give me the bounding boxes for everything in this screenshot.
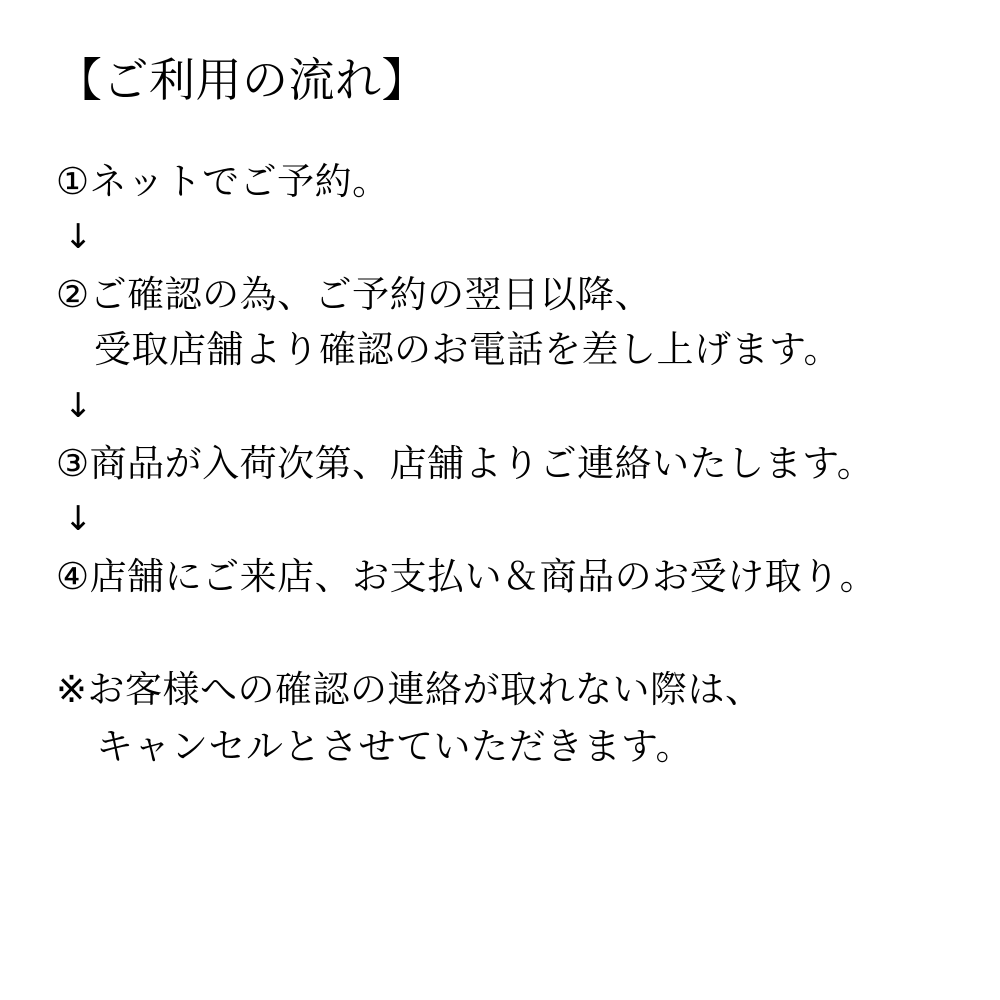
flow-arrow-1: ↓ xyxy=(64,217,93,257)
cancellation-note xyxy=(56,661,960,776)
flow-step-4-line-1: ④店舗にご来店、お支払い＆商品のお受け取り。 xyxy=(56,555,878,599)
flow-step-1-line-1: ①ネットでご予約。 xyxy=(56,159,390,203)
flow-step-2-line-1: ②ご確認の為、ご予約の翌日以降、 xyxy=(56,272,653,316)
flow-step-4 xyxy=(56,549,960,605)
flow-step-3 xyxy=(56,436,960,492)
cancellation-note-line-2: キャンセルとさせていただきます。 xyxy=(96,725,694,769)
page-title: 【ご利用の流れ】 xyxy=(56,53,428,107)
flow-step-2 xyxy=(56,267,960,378)
flow-arrow-2: ↓ xyxy=(64,385,93,426)
cancellation-note-line-1: ※お客様への確認の連絡が取れない際は、 xyxy=(56,667,763,711)
flow-step-3-line-1: ③商品が入荷次第、店舗よりご連絡いたします。 xyxy=(56,441,875,485)
flow-step-2-line-2: 受取店舗より確認のお電話を差し上げます。 xyxy=(94,328,842,372)
flow-step-1 xyxy=(56,154,960,210)
flow-arrow-3: ↓ xyxy=(64,499,93,540)
